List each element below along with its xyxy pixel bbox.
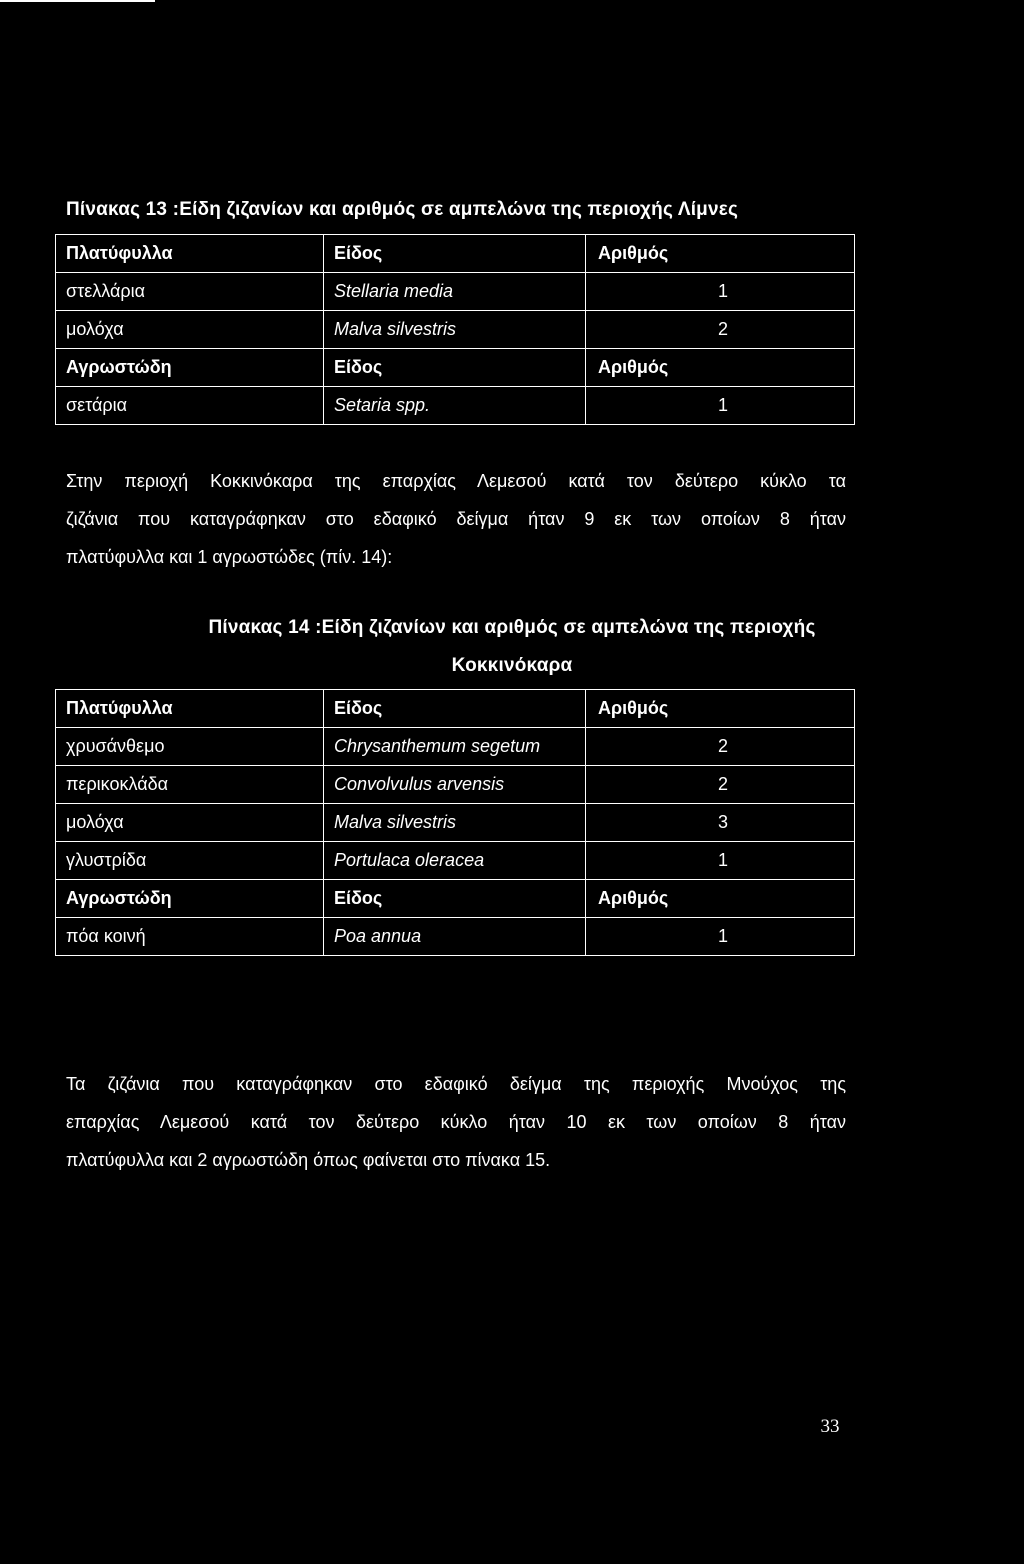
table13-header-grass [56, 349, 855, 387]
header-cell: Είδος [324, 235, 586, 273]
header-cell: Αγρωστώδη [56, 349, 324, 387]
table-row [56, 728, 855, 766]
count-cell: 1 [586, 273, 855, 311]
count-cell: 2 [586, 311, 855, 349]
count-cell: 3 [586, 804, 855, 842]
table-row [56, 842, 855, 880]
paragraph-line: ζιζάνια που καταγράφηκαν στο εδαφικό δείγμα ήταν 9 εκ των οποίων 8 ήταν [66, 509, 846, 529]
header-cell: Πλατύφυλλα [56, 235, 324, 273]
table14-caption-line2: Κοκκινόκαρα [451, 655, 573, 676]
paragraph-line: Τα ζιζάνια που καταγράφηκαν στο εδαφικό δείγμα της περιοχής Μνούχος της [66, 1074, 846, 1094]
header-cell: Αριθμός [586, 349, 855, 387]
table-row [56, 311, 855, 349]
header-cell: Αριθμός [586, 690, 855, 728]
table-row [56, 387, 855, 425]
count-cell: 2 [586, 766, 855, 804]
species-cell: Chrysanthemum segetum [324, 728, 586, 766]
header-cell: Αριθμός [586, 235, 855, 273]
header-cell: Είδος [324, 349, 586, 387]
count-cell: 2 [586, 728, 855, 766]
paragraph-line: Στην περιοχή Κοκκινόκαρα της επαρχίας Λεμεσού κατά τον δεύτερο κύκλο τα [66, 471, 846, 491]
species-cell: Poa annua [324, 918, 586, 956]
table-row [56, 918, 855, 956]
common-name-cell: σετάρια [56, 387, 324, 425]
table14-caption-line1: Πίνακας 14 :Είδη ζιζανίων και αριθμός σε αμπελώνα της περιοχής [208, 617, 816, 638]
paragraph-1 [66, 462, 846, 576]
table14-header-broadleaf [56, 690, 855, 728]
species-cell: Convolvulus arvensis [324, 766, 586, 804]
header-cell: Αριθμός [586, 880, 855, 918]
table13 [55, 234, 855, 425]
common-name-cell: μολόχα [56, 804, 324, 842]
species-cell: Stellaria media [324, 273, 586, 311]
species-cell: Malva silvestris [324, 311, 586, 349]
paragraph-2 [66, 1065, 846, 1179]
count-cell: 1 [586, 918, 855, 956]
paragraph-line: πλατύφυλλα και 1 αγρωστώδες (πίν. 14): [66, 547, 393, 567]
table-row [56, 804, 855, 842]
table14-header-grass [56, 880, 855, 918]
table-row [56, 766, 855, 804]
common-name-cell: γλυστρίδα [56, 842, 324, 880]
species-cell: Malva silvestris [324, 804, 586, 842]
count-cell: 1 [586, 387, 855, 425]
header-cell: Αγρωστώδη [56, 880, 324, 918]
table14 [55, 689, 855, 956]
header-cell: Πλατύφυλλα [56, 690, 324, 728]
top-rule [0, 0, 155, 2]
paragraph-line: επαρχίας Λεμεσού κατά τον δεύτερο κύκλο ήταν 10 εκ των οποίων 8 ήταν [66, 1112, 846, 1132]
table-row [56, 273, 855, 311]
species-cell: Portulaca oleracea [324, 842, 586, 880]
common-name-cell: στελλάρια [56, 273, 324, 311]
header-cell: Είδος [324, 880, 586, 918]
common-name-cell: μολόχα [56, 311, 324, 349]
page-number: 33 [820, 1416, 840, 1437]
species-cell: Setaria spp. [324, 387, 586, 425]
paragraph-line: πλατύφυλλα και 2 αγρωστώδη όπως φαίνεται στο πίνακα 15. [66, 1150, 551, 1170]
common-name-cell: περικοκλάδα [56, 766, 324, 804]
common-name-cell: πόα κοινή [56, 918, 324, 956]
header-cell: Είδος [324, 690, 586, 728]
table13-caption: Πίνακας 13 :Είδη ζιζανίων και αριθμός σε αμπελώνα της περιοχής Λίμνες [66, 199, 739, 220]
common-name-cell: χρυσάνθεμο [56, 728, 324, 766]
count-cell: 1 [586, 842, 855, 880]
table13-header-broadleaf [56, 235, 855, 273]
